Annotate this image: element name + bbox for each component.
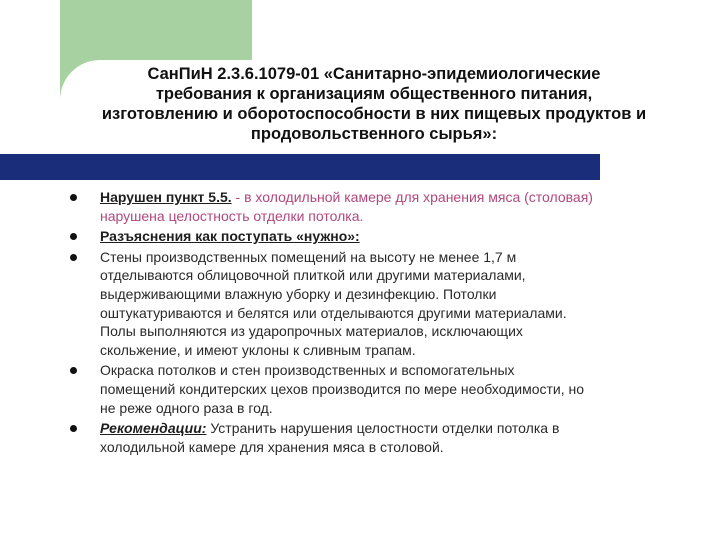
recommendation-text-cont: холодильной камере для хранения мяса в столовой.	[100, 438, 444, 455]
bullet-explanation	[70, 227, 680, 246]
bullet-walls-requirement	[70, 248, 680, 360]
title-line: продовольственного сырья»:	[250, 125, 498, 143]
bullet-recommendation	[70, 419, 680, 456]
bullet-line: Полы выполняются из ударопрочных материалов, исключающих	[100, 323, 523, 340]
bullet-line: отделываются облицовочной плиткой или другими материалами,	[100, 267, 526, 284]
bullet-line: выдерживающими влажную уборку и дезинфекцию. Потолки	[100, 285, 497, 302]
recommendation-text: Устранить нарушения целостности отделки потолка в	[206, 420, 560, 437]
bullet-dot-icon	[70, 194, 77, 201]
slide-title	[64, 64, 684, 144]
title-line: СанПиН 2.3.6.1079-01 «Санитарно-эпидемиологические	[147, 65, 601, 83]
bullet-dot-icon	[70, 425, 77, 432]
violation-text-cont: нарушена целостность отделки потолка.	[100, 207, 364, 224]
bullet-dot-icon	[70, 233, 77, 240]
bullet-painting-requirement	[70, 361, 680, 417]
bullet-line: Стены производственных помещений на высоту не менее 1,7 м	[100, 248, 517, 265]
bullet-list	[70, 188, 680, 456]
bullet-line: помещений кондитерских цехов производится по мере необходимости, но	[100, 380, 585, 397]
bullet-line	[100, 188, 680, 207]
bullet-violation	[70, 188, 680, 225]
violation-text: - в холодильной камере для хранения мяса (столовая)	[231, 189, 593, 205]
bullet-line	[100, 419, 680, 438]
bullet-line: скольжение, и имеют уклоны к сливным трапам.	[100, 341, 416, 358]
violation-lead: Нарушен пункт 5.5.	[100, 189, 232, 205]
bullet-line: не реже одного раза в год.	[100, 399, 273, 416]
bullet-line: оштукатуриваются и белятся или отделываются другими материалами.	[100, 304, 567, 321]
bullet-dot-icon	[70, 367, 77, 374]
bullet-dot-icon	[70, 254, 77, 261]
decorative-navy-bar	[60, 154, 600, 180]
bullet-line: Окраска потолков и стен производственных и вспомогательных	[100, 362, 515, 379]
title-line: изготовлению и оборотоспособности в них пищевых продуктов и	[101, 105, 647, 123]
title-line: требования к организациям общественного питания,	[155, 85, 593, 103]
explanation-lead: Разъяснения как поступать «нужно»:	[100, 228, 360, 245]
recommendation-lead: Рекомендации:	[100, 420, 207, 437]
